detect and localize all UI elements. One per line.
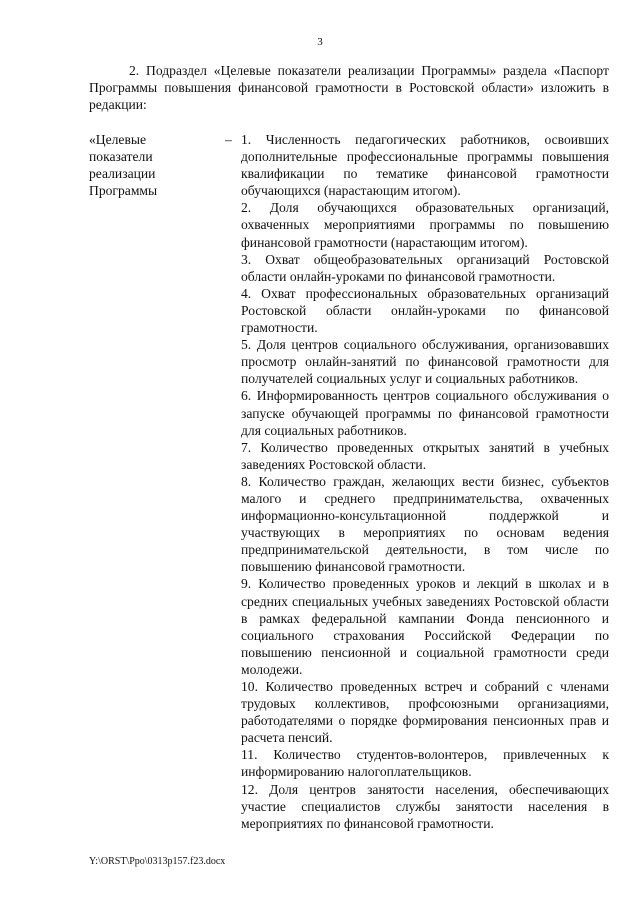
list-item: 1. Численность педагогических работников, освоивших дополнительные профессиональные программы повышения квалификации по тематике финансовой грамотности обучающихся (нарастающим итогом). [241,132,609,199]
list-item: 4. Охват профессиональных образовательных организаций Ростовской области онлайн-уроками по финансовой грамотности. [241,285,609,336]
list-item: 10. Количество проведенных встреч и собраний с членами трудовых коллективов, профсоюзными организациями, работодателями о порядке формирования пенсионных прав и расчета пенсий. [241,679,609,746]
list-item: 11. Количество студентов-волонтеров, привлеченных к информированию налогоплательщиков. [241,747,609,780]
dash-separator: – [225,132,232,147]
list-item: 3. Охват общеобразовательных организаций Ростовской области онлайн-уроками по финансовой грамотности. [241,251,609,284]
section-label: «Целевые показатели реализации Программы [89,132,158,198]
intro-paragraph: 2. Подраздел «Целевые показатели реализации Программы» раздела «Паспорт Программы повышения финансовой грамотности в Ростовской области» изложить в редакции: [89,63,609,112]
list-item: 5. Доля центров социального обслуживания, организовавших просмотр онлайн-занятий по финансовой грамотности для получателей социальных услуг и социальных работников. [241,337,609,387]
indicators-list [241,131,609,832]
list-item: 9. Количество проведенных уроков и лекций в школах и в средних специальных учебных заведениях Ростовской области в рамках федеральной кампании Фонда пенсионного и социального страхования Российской Федерации по повышению пенсионной и социальной грамотности среди молодежи. [241,576,609,677]
list-item: 6. Информированность центров социального обслуживания о запуске обучающей программы по финансовой грамотности для социальных работников. [241,388,609,438]
list-item: 2. Доля обучающихся образовательных организаций, охваченных мероприятиями программы по повышению финансовой грамотности (нарастающим итогом). [241,200,609,250]
list-item: 7. Количество проведенных открытых занятий в учебных заведениях Ростовской области. [241,439,609,472]
list-item: 12. Доля центров занятости населения, обеспечивающих участие специалистов службы занятости населения в мероприятиях по финансовой грамотности. [241,781,609,831]
list-item: 8. Количество граждан, желающих вести бизнес, субъектов малого и среднего предпринимательства, охваченных информационно-консультационной поддержкой и участвующих в мероприятиях по основам ведения предпринимательской деятельности, в том числе по повышению финансовой грамотности. [241,473,609,575]
file-path-footer: Y:\ORST\Ppo\0313p157.f23.docx [89,856,226,867]
page-number: 3 [317,36,323,48]
